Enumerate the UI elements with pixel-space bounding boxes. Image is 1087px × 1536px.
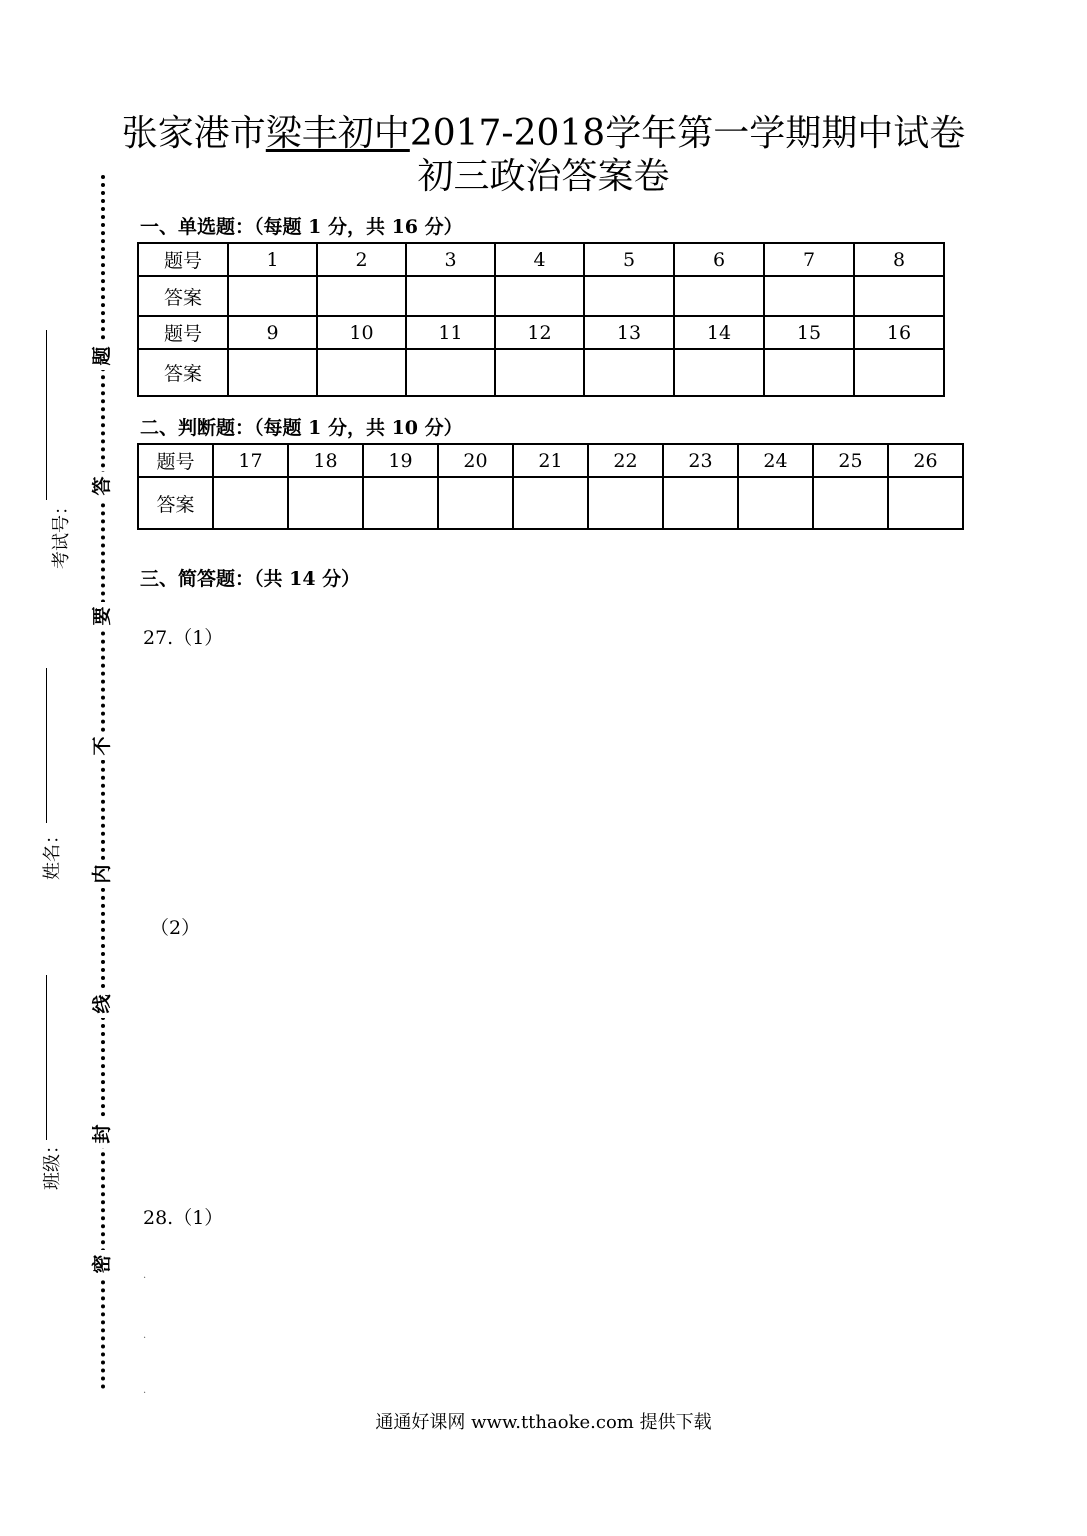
- question-number-cell: 22: [588, 444, 663, 477]
- true-false-table: [137, 443, 964, 530]
- row-label: 答案: [138, 349, 228, 396]
- answer-cell[interactable]: [764, 276, 854, 316]
- page-subtitle: 初三政治答案卷: [417, 156, 670, 197]
- answer-cell[interactable]: [317, 276, 406, 316]
- row-label: 答案: [138, 276, 228, 316]
- school-name: 梁丰初中: [265, 113, 410, 154]
- answer-mark: .: [143, 1270, 147, 1281]
- question-number-cell: 15: [764, 316, 854, 349]
- question-number-cell: 17: [213, 444, 288, 477]
- answer-cell[interactable]: [854, 276, 944, 316]
- answer-cell[interactable]: [888, 477, 963, 529]
- question-number-cell: 9: [228, 316, 317, 349]
- question-number-cell: 21: [513, 444, 588, 477]
- question-number-cell: 3: [406, 243, 495, 276]
- question-number-cell: 7: [764, 243, 854, 276]
- answer-cell[interactable]: [288, 477, 363, 529]
- answer-cell[interactable]: [584, 349, 674, 396]
- question-number-cell: 20: [438, 444, 513, 477]
- question-number-cell: 10: [317, 316, 406, 349]
- answer-cell[interactable]: [854, 349, 944, 396]
- question-number-cell: 14: [674, 316, 764, 349]
- table-row: [138, 349, 944, 396]
- seal-char: 内: [88, 860, 116, 888]
- table-row: [138, 243, 944, 276]
- answer-cell[interactable]: [584, 276, 674, 316]
- question-number-cell: 5: [584, 243, 674, 276]
- row-label: 题号: [138, 444, 213, 477]
- exam-number-line: [46, 330, 47, 500]
- class-line: [46, 975, 47, 1140]
- question-27-part1: 27.（1）: [143, 627, 224, 649]
- question-27-part2: （2）: [150, 917, 201, 939]
- question-number-cell: 2: [317, 243, 406, 276]
- class-label: 班级：: [42, 1136, 63, 1190]
- section3-heading: 三、简答题：（共 14 分）: [140, 568, 361, 590]
- seal-char: 答: [88, 472, 116, 500]
- answer-cell[interactable]: [406, 349, 495, 396]
- single-choice-table: [137, 242, 945, 397]
- answer-mark: .: [143, 1330, 147, 1341]
- answer-cell[interactable]: [738, 477, 813, 529]
- title-prefix: 张家港市: [121, 113, 266, 154]
- answer-cell[interactable]: [813, 477, 888, 529]
- question-number-cell: 25: [813, 444, 888, 477]
- seal-char: 要: [88, 602, 116, 630]
- table-row: [138, 444, 963, 477]
- name-line: [46, 668, 47, 823]
- question-number-cell: 8: [854, 243, 944, 276]
- question-number-cell: 6: [674, 243, 764, 276]
- question-number-cell: 4: [495, 243, 584, 276]
- answer-cell[interactable]: [513, 477, 588, 529]
- question-number-cell: 13: [584, 316, 674, 349]
- row-label: 题号: [138, 316, 228, 349]
- answer-cell[interactable]: [228, 276, 317, 316]
- seal-char: 题: [88, 342, 116, 370]
- table-row: [138, 276, 944, 316]
- answer-cell[interactable]: [495, 349, 584, 396]
- question-number-cell: 24: [738, 444, 813, 477]
- exam-number-label: 考试号：: [51, 497, 72, 569]
- question-number-cell: 19: [363, 444, 438, 477]
- answer-cell[interactable]: [674, 349, 764, 396]
- answer-cell[interactable]: [764, 349, 854, 396]
- answer-cell[interactable]: [495, 276, 584, 316]
- row-label: 答案: [138, 477, 213, 529]
- section1-heading: 一、单选题：（每题 1 分，共 16 分）: [140, 216, 463, 238]
- footer-download-note: 通通好课网 www.tthaoke.com 提供下载: [375, 1412, 712, 1433]
- answer-cell[interactable]: [406, 276, 495, 316]
- seal-char: 线: [88, 990, 116, 1018]
- question-number-cell: 1: [228, 243, 317, 276]
- question-28-part1: 28.（1）: [143, 1207, 224, 1229]
- question-number-cell: 18: [288, 444, 363, 477]
- answer-cell[interactable]: [228, 349, 317, 396]
- answer-cell[interactable]: [363, 477, 438, 529]
- table-row: [138, 316, 944, 349]
- answer-cell[interactable]: [674, 276, 764, 316]
- page-title: [0, 112, 1087, 156]
- question-number-cell: 23: [663, 444, 738, 477]
- question-number-cell: 11: [406, 316, 495, 349]
- section2-heading: 二、判断题：（每题 1 分，共 10 分）: [140, 417, 463, 439]
- answer-cell[interactable]: [213, 477, 288, 529]
- question-number-cell: 26: [888, 444, 963, 477]
- seal-char: 封: [88, 1120, 116, 1148]
- seal-char: 密: [88, 1250, 116, 1278]
- answer-cell[interactable]: [317, 349, 406, 396]
- name-label: 姓名：: [42, 826, 63, 880]
- answer-cell[interactable]: [663, 477, 738, 529]
- seal-char: 不: [88, 732, 116, 760]
- answer-cell[interactable]: [438, 477, 513, 529]
- question-number-cell: 12: [495, 316, 584, 349]
- question-number-cell: 16: [854, 316, 944, 349]
- title-suffix: 2017-2018学年第一学期期中试卷: [409, 113, 966, 154]
- answer-cell[interactable]: [588, 477, 663, 529]
- table-row: [138, 477, 963, 529]
- answer-mark: .: [143, 1385, 147, 1396]
- row-label: 题号: [138, 243, 228, 276]
